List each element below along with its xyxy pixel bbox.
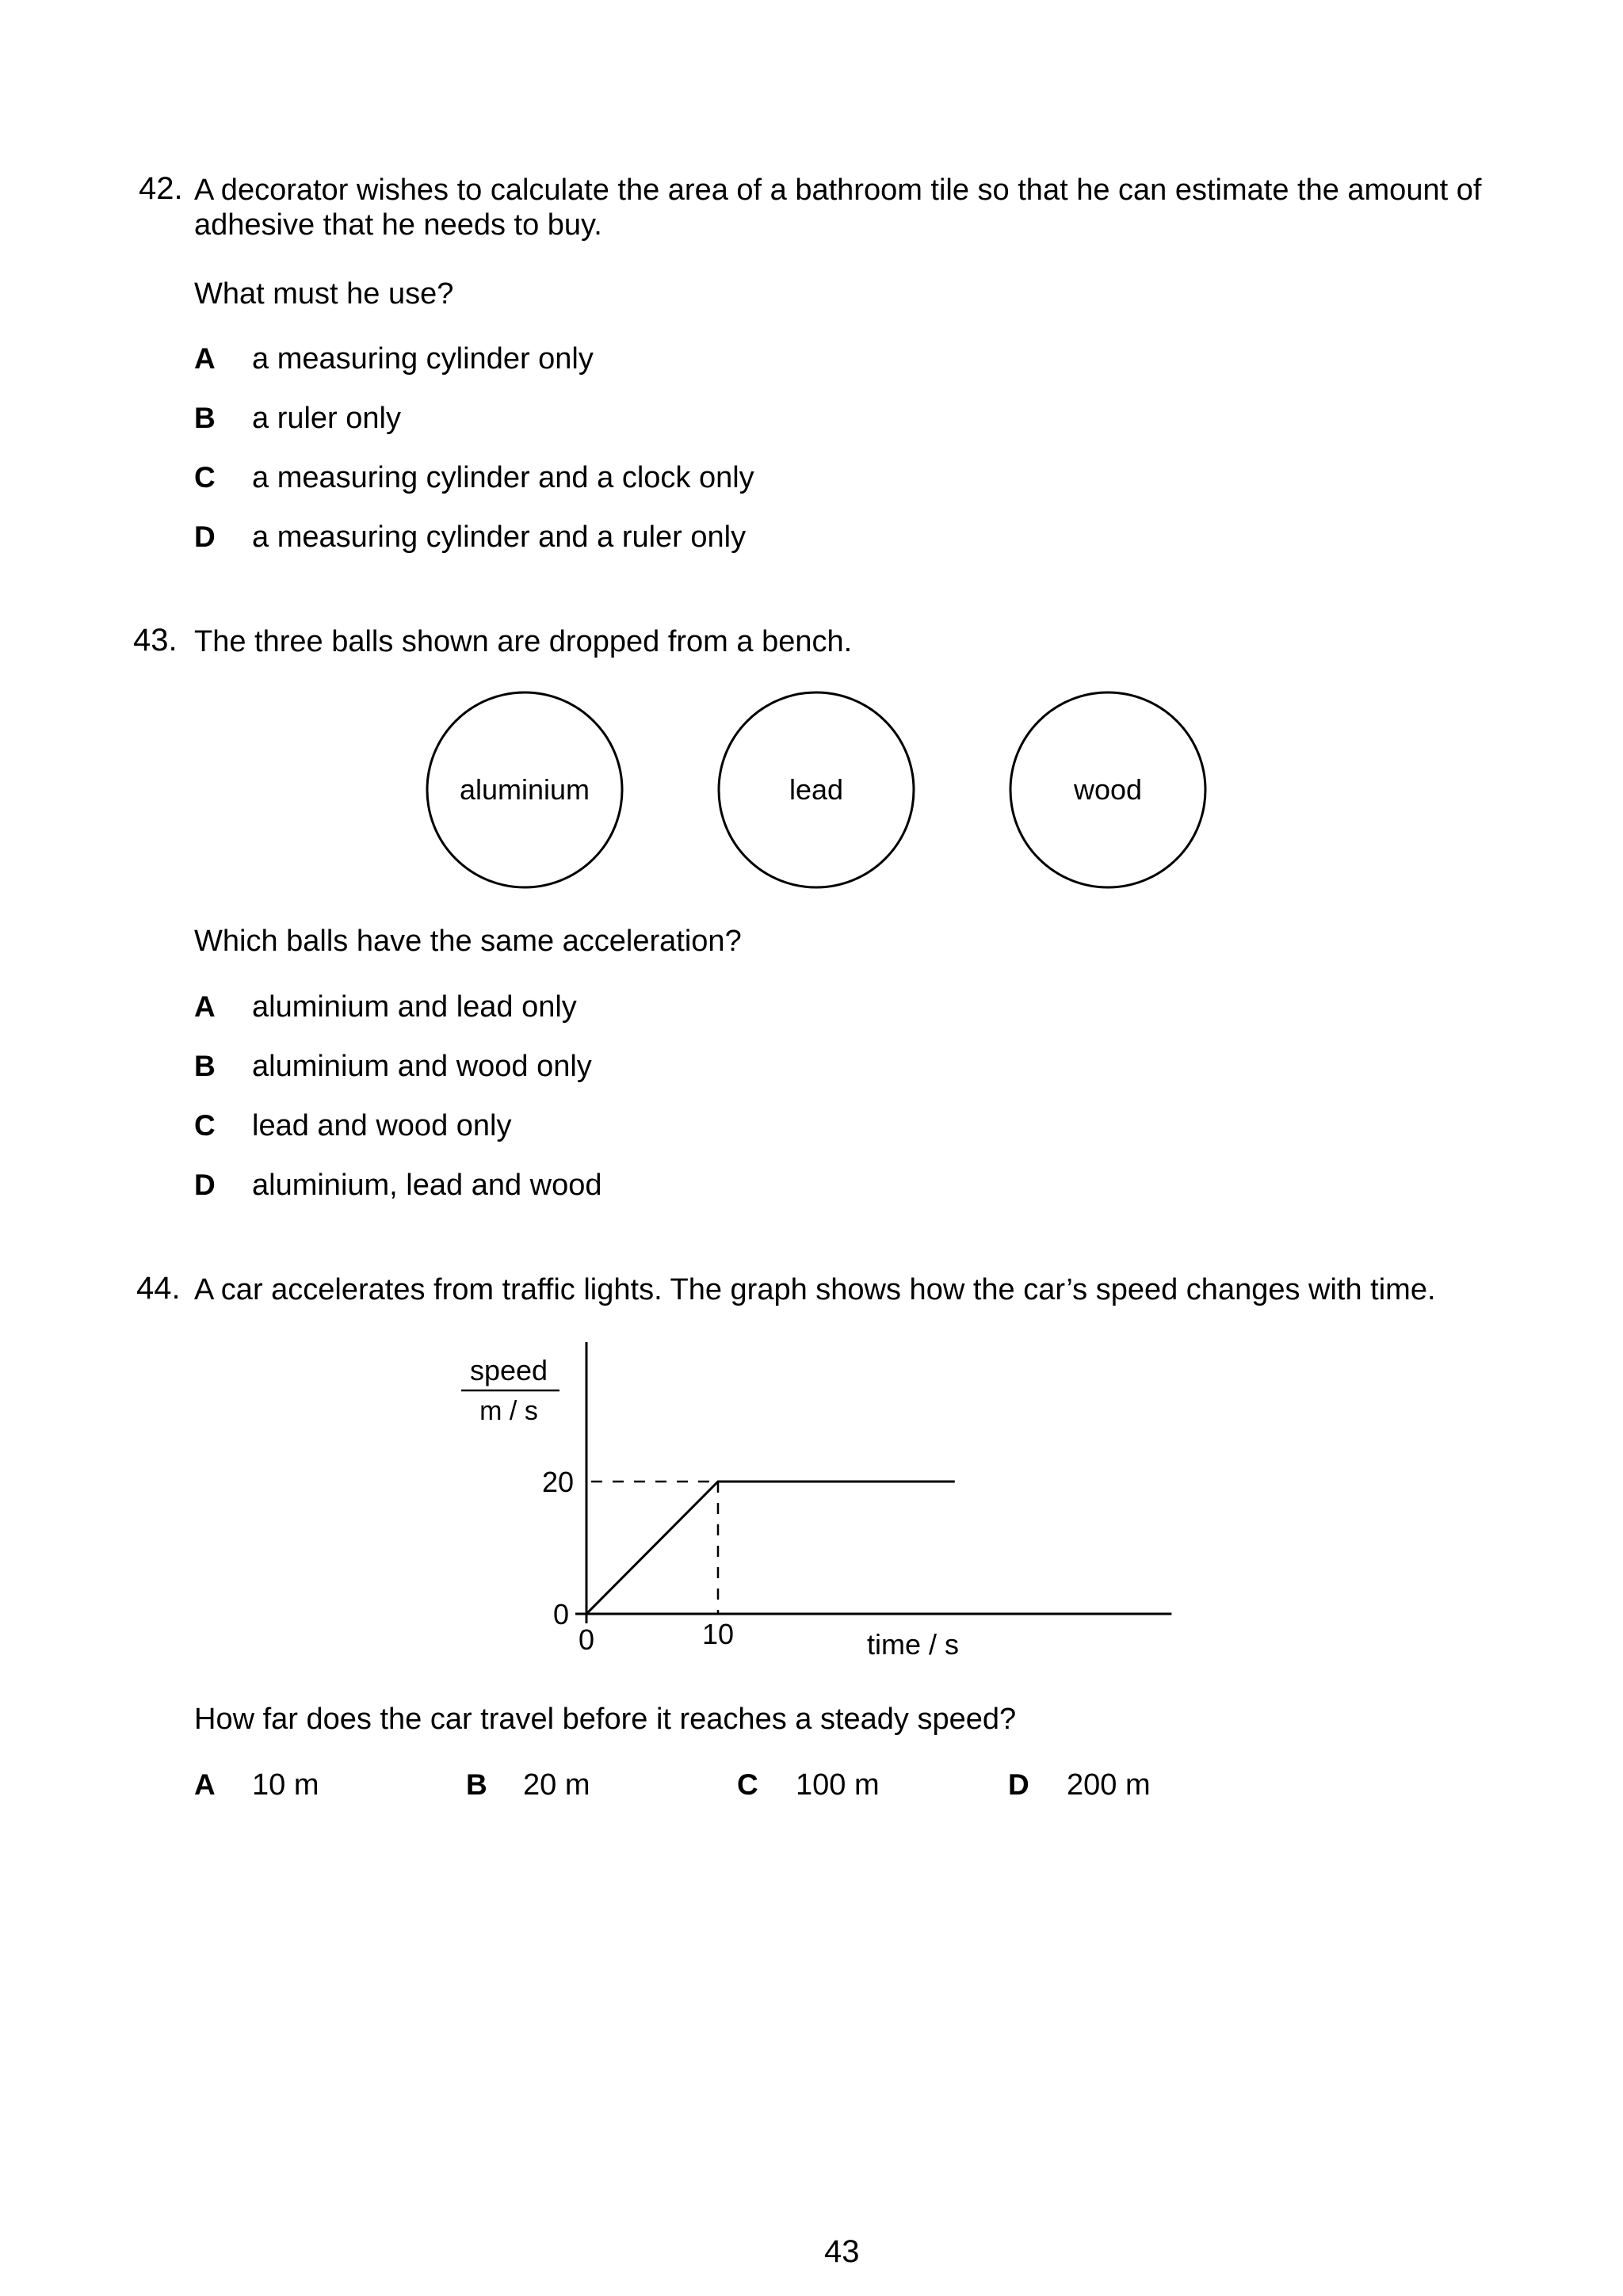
page-number: 43 — [824, 2234, 860, 2269]
option-text: a measuring cylinder only — [252, 342, 594, 376]
option-text: 100 m — [796, 1768, 880, 1802]
y-tick-label: 0 — [552, 1598, 569, 1630]
option-text: aluminium and lead only — [252, 990, 577, 1024]
option-letter: B — [466, 1768, 487, 1801]
option-letter: D — [194, 1169, 216, 1201]
speed-series-line — [586, 1482, 955, 1614]
option-letter: B — [194, 402, 216, 434]
option-letter: A — [194, 990, 216, 1023]
question-number-44: 44. — [136, 1271, 181, 1306]
ball-label: aluminium — [459, 773, 590, 806]
option-letter: D — [194, 521, 216, 553]
option-letter: C — [194, 461, 216, 494]
question-number-43: 43. — [133, 623, 178, 658]
speed-time-graph — [444, 1331, 1189, 1680]
question-42-prompt: What must he use? — [194, 277, 454, 311]
option-text: a measuring cylinder and a clock only — [252, 461, 754, 494]
x-tick-label: 0 — [578, 1623, 595, 1656]
y-tick-label: 20 — [541, 1466, 574, 1498]
option-text: 200 m — [1067, 1768, 1151, 1802]
option-text: 10 m — [252, 1768, 319, 1802]
option-text: aluminium, lead and wood — [252, 1169, 602, 1202]
question-42-stem-line2: adhesive that he needs to buy. — [194, 208, 602, 242]
option-text: a ruler only — [252, 402, 401, 435]
option-letter: C — [194, 1109, 216, 1142]
x-tick-label: 10 — [701, 1618, 735, 1650]
option-letter: C — [737, 1768, 758, 1801]
question-43-prompt: Which balls have the same acceleration? — [194, 925, 742, 958]
option-text: a measuring cylinder and a ruler only — [252, 521, 747, 554]
ball-label: lead — [789, 773, 844, 806]
option-letter: A — [194, 342, 216, 375]
question-44-prompt: How far does the car travel before it reaches a steady speed? — [194, 1703, 1017, 1736]
balls-figure — [412, 681, 1220, 895]
option-text: lead and wood only — [252, 1109, 512, 1142]
ball-label: wood — [1073, 773, 1143, 806]
option-text: 20 m — [523, 1768, 590, 1802]
option-letter: D — [1008, 1768, 1029, 1801]
question-number-42: 42. — [139, 171, 183, 206]
question-43-stem: The three balls shown are dropped from a bench. — [194, 625, 853, 658]
option-letter: B — [194, 1050, 216, 1082]
y-axis-label-bottom: m / s — [479, 1396, 538, 1426]
option-letter: A — [194, 1768, 216, 1801]
question-42-stem-line1: A decorator wishes to calculate the area of a bathroom tile so that he can estimate the amount of — [194, 174, 1482, 207]
y-axis-label-top: speed — [469, 1354, 548, 1386]
question-44-stem: A car accelerates from traffic lights. The graph shows how the car’s speed changes with time. — [194, 1273, 1436, 1306]
option-text: aluminium and wood only — [252, 1050, 592, 1083]
x-axis-label: time / s — [866, 1628, 960, 1661]
